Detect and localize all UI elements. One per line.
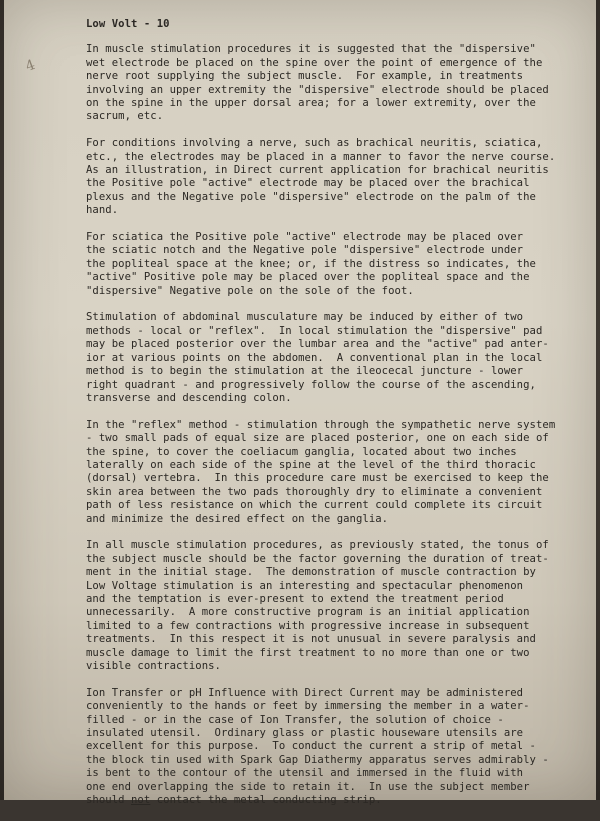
text-line: - two small pads of equal size are placed posterior, one on each side of xyxy=(86,432,549,445)
margin-pencil-mark: 4 xyxy=(23,56,38,76)
text-line: limited to a few contractions with progressive increase in subsequent xyxy=(86,619,530,632)
text-line: the block tin used with Spark Gap Diathermy apparatus serves admirably - xyxy=(86,753,549,766)
text-line: As an illustration, in Direct current application for brachical neuritis xyxy=(86,164,549,177)
paragraph-6 xyxy=(86,539,568,673)
text-fragment: should xyxy=(86,794,131,807)
text-line: "dispersive" Negative pole on the sole of the foot. xyxy=(86,284,414,297)
text-line: ment in the initial stage. The demonstration of muscle contraction by xyxy=(86,566,536,579)
text-line: etc., the electrodes may be placed in a manner to favor the nerve course. xyxy=(86,150,556,163)
underlined-word: not xyxy=(131,794,151,807)
text-line: method is to begin the stimulation at the ileocecal juncture - lower xyxy=(86,365,524,378)
text-line: on the spine in the upper dorsal area; for a lower extremity, over the xyxy=(86,97,536,110)
text-line: In muscle stimulation procedures it is suggested that the "dispersive" xyxy=(86,43,536,56)
text-line: the spine, to cover the coeliacum ganglia, located about two inches xyxy=(86,445,517,458)
text-line: In the "reflex" method - stimulation through the sympathetic nerve system xyxy=(86,418,556,431)
text-line: and minimize the desired effect on the ganglia. xyxy=(86,512,389,525)
text-line: conveniently to the hands or feet by immersing the member in a water- xyxy=(86,700,530,713)
text-line: methods - local or "reflex". In local stimulation the "dispersive" pad xyxy=(86,324,543,337)
text-line: sacrum, etc. xyxy=(86,110,164,123)
text-line: the Positive pole "active" electrode may be placed over the brachical xyxy=(86,177,530,190)
text-line: the popliteal space at the knee; or, if the distress so indicates, the xyxy=(86,257,536,270)
text-line: and the temptation is ever-present to extend the treatment period xyxy=(86,592,504,605)
text-line: treatments. In this respect it is not unusual in severe paralysis and xyxy=(86,633,536,646)
text-line: Low Voltage stimulation is an interesting and spectacular phenomenon xyxy=(86,579,524,592)
text-line: (dorsal) vertebra. In this procedure care must be exercised to keep the xyxy=(86,472,549,485)
page-header: Low Volt - 10 xyxy=(86,18,170,30)
text-line: the subject muscle should be the factor governing the duration of treat- xyxy=(86,552,549,565)
paragraph-2 xyxy=(86,137,568,217)
text-fragment: contact the metal conducting strip. xyxy=(150,794,382,807)
text-line: ior at various points on the abdomen. A conventional plan in the local xyxy=(86,351,543,364)
text-line: nerve root supplying the subject muscle. For example, in treatments xyxy=(86,70,524,83)
page-content xyxy=(86,18,568,821)
text-line: path of less resistance on which the current could complete its circuit xyxy=(86,499,543,512)
text-line: For conditions involving a nerve, such as brachical neuritis, sciatica, xyxy=(86,137,543,150)
text-line: Ion Transfer or pH Influence with Direct Current may be administered xyxy=(86,686,524,699)
text-line: may be placed posterior over the lumbar area and the "active" pad anter- xyxy=(86,338,549,351)
paragraph-4 xyxy=(86,311,568,405)
text-line: skin area between the two pads thoroughly dry to eliminate a convenient xyxy=(86,485,543,498)
text-line: is bent to the contour of the utensil and immersed in the fluid with xyxy=(86,767,524,780)
text-line: "active" Positive pole may be placed over the popliteal space and the xyxy=(86,271,530,284)
text-line: visible contractions. xyxy=(86,660,221,673)
paragraph-1 xyxy=(86,43,568,123)
text-line: unnecessarily. A more constructive program is an initial application xyxy=(86,606,530,619)
text-line: excellent for this purpose. To conduct the current a strip of metal - xyxy=(86,740,536,753)
text-line: wet electrode be placed on the spine over the point of emergence of the xyxy=(86,56,543,69)
paragraph-3 xyxy=(86,231,568,298)
text-line: plexus and the Negative pole "dispersive" electrode on the palm of the xyxy=(86,190,536,203)
text-line: hand. xyxy=(86,204,119,217)
paragraph-7 xyxy=(86,687,568,808)
text-line: muscle damage to limit the first treatment to no more than one or two xyxy=(86,646,530,659)
text-line: For sciatica the Positive pole "active" electrode may be placed over xyxy=(86,231,524,244)
text-line: filled - or in the case of Ion Transfer, the solution of choice - xyxy=(86,713,504,726)
text-line: right quadrant - and progressively follow the course of the ascending, xyxy=(86,378,536,391)
text-line: involving an upper extremity the "dispersive" electrode should be placed xyxy=(86,83,549,96)
text-line: In all muscle stimulation procedures, as previously stated, the tonus of xyxy=(86,539,549,552)
text-line: one end overlapping the side to retain it. In use the subject member xyxy=(86,780,530,793)
document-page xyxy=(4,0,596,807)
text-line: Stimulation of abdominal musculature may be induced by either of two xyxy=(86,311,524,324)
text-line: laterally on each side of the spine at the level of the third thoracic xyxy=(86,458,536,471)
text-line: the sciatic notch and the Negative pole "dispersive" electrode under xyxy=(86,244,524,257)
text-line: transverse and descending colon. xyxy=(86,391,292,404)
paragraph-5 xyxy=(86,419,568,526)
text-line-final xyxy=(86,794,568,807)
text-line: insulated utensil. Ordinary glass or plastic houseware utensils are xyxy=(86,727,524,740)
